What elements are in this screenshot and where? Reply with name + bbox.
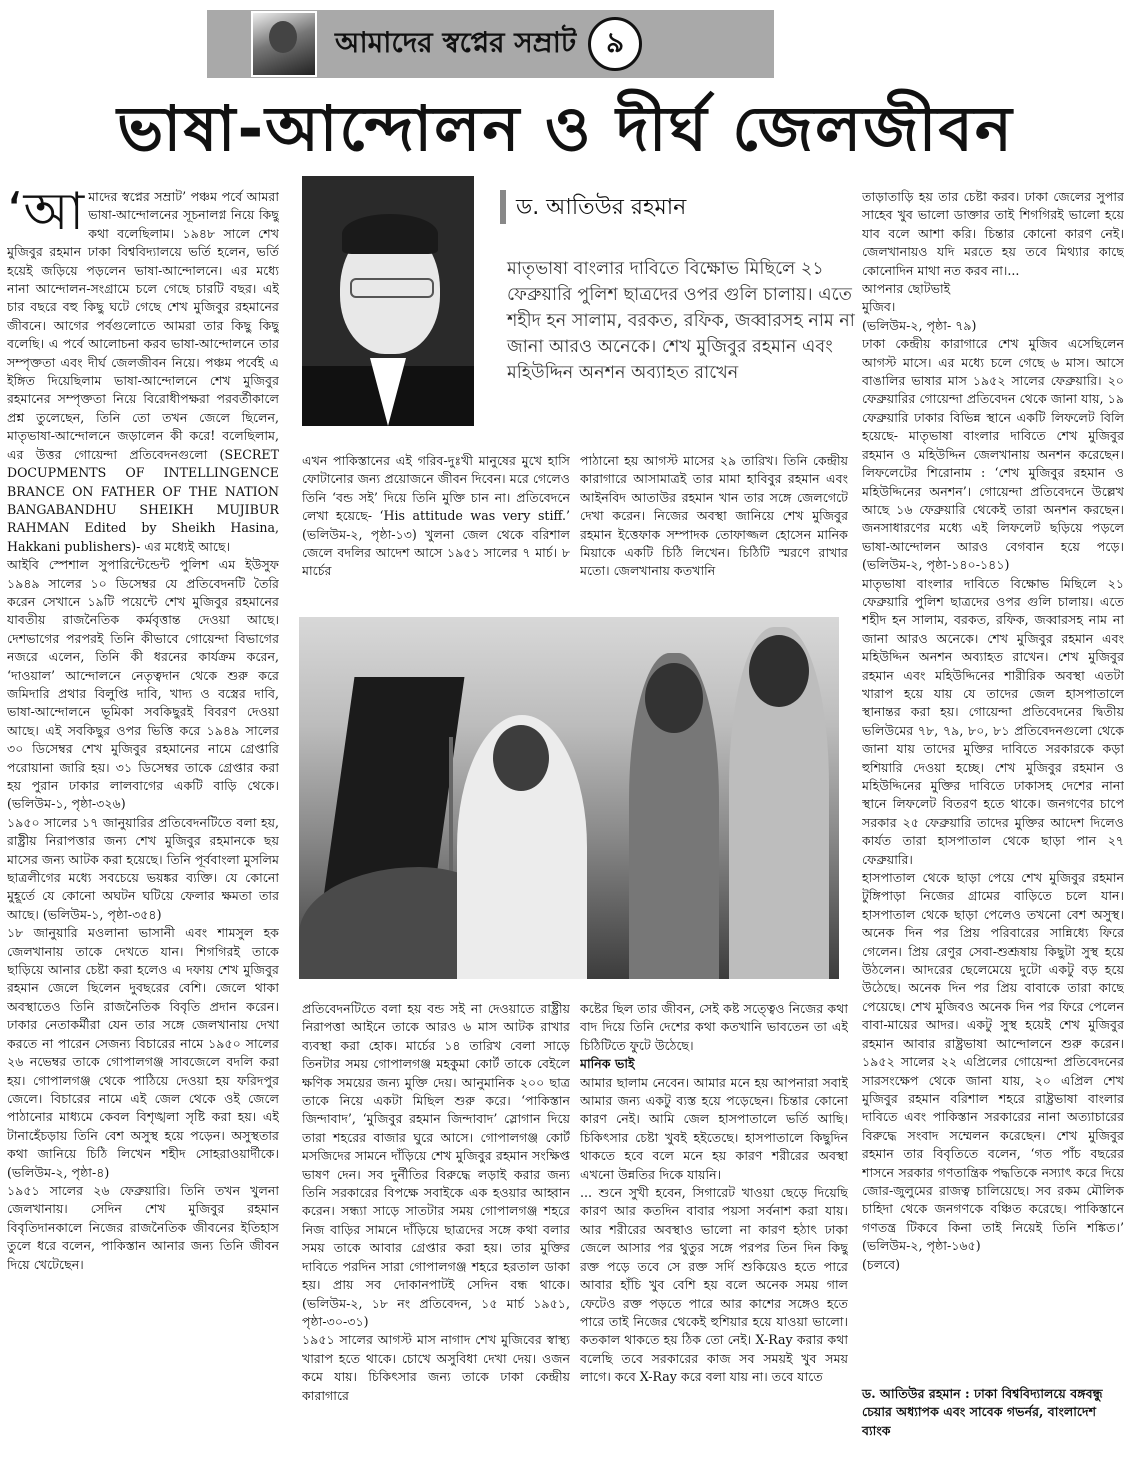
col4-signoff: আপনার ছোটভাই — [862, 281, 951, 297]
col1-para-5: ১৯৫১ সালের ২৬ ফেব্রুয়ারি। তিনি তখন খুলনা জেলখানায়। সেদিন শেখ মুজিবুর রহমান বিবৃতিদানকালে নিজের রাজনৈতিক জীবনের ইতিহাস তুলে ধরে বলেন, পাকিস্তান আনার জন্য তিনি জীবন দিয়ে খেটেছেন। — [7, 1182, 279, 1272]
col4-para-2: ঢাকা কেন্দ্রীয় কারাগারে শেখ মুজিব এসেছিলেন আগস্ট মাসে। এর মধ্যে চলে গেছে ৬ মাস। আসে বাঙালির ভাষার মাস ১৯৫২ সালের ফেব্রুয়ারি। ২০ ফেব্রুয়ারির গোয়েন্দা প্রতিবেদন থেকে জানা যায়, ১৯ ফেব্রুয়ারি ঢাকার বিভিন্ন স্থানে একটি লিফলেট বিলি হয়েছে- মাতৃভাষা বাংলার দাবিতে শেখ মুজিবুর রহমান ও মহিউদ্দিন জেলখানায় অনশন করেছেন। লিফলেটের শিরোনাম : ‘শেখ মুজিবুর রহমান ও মহিউদ্দিনের অনশন’। গোয়েন্দা প্রতিবেদনে উল্লেখ আছে ১৬ ফেব্রুয়ারি থেকেই তারা অনশন করছেন। জনসাধারণের মধ্যে এই লিফলেট ছড়িয়ে পড়লে ভাষা-আন্দোলন আরও বেগবান হয়ে পড়ে। (ভলিউম-২, পৃষ্ঠা-১৪০-১৪১) — [862, 336, 1124, 573]
letter-salutation: মানিক ভাই — [580, 1056, 635, 1072]
historic-photo — [299, 617, 839, 979]
author-note-name: ড. আতিউর রহমান : — [862, 1386, 970, 1401]
col1-para-1: মাদের স্বপ্নের সম্রাট’ পঞ্চম পর্বে আমরা ভাষা-আন্দোলনের সূচনালগ্ন নিয়ে কিছু কথা বলেছিলাম। ১৯৪৮ সালে শেখ মুজিবুর রহমান ঢাকা বিশ্ববিদ্যালয়ে ভর্তি হলেন, ভর্তি হয়েই জড়িয়ে পড়লেন ভাষা-আন্দোলনে। এর মধ্যে নানা আন্দোলন-সংগ্রামে চলে গেছে চারটি বছর। এই চার বছরে বহু কিছু ঘটে গেছে শেখ মুজিবুর রহমানের জীবনে। আগের পর্বগুলোতে আমরা তার কিছু কিছু বলেছি। এ পর্বে আলোচনা করব ভাষা-আন্দোলনে তার সম্পৃক্ততা এবং দীর্ঘ জেলজীবন নিয়ে। পঞ্চম পর্বেই এ ইঙ্গিত দিয়েছিলাম ভাষা-আন্দোলনে শেখ মুজিবুর রহমানের সম্পৃক্ততা নিয়ে বিরোধীপক্ষরা পরবর্তীকালে প্রশ্ন তুলেছেন, তিনি তো তখন জেলে ছিলেন, মাতৃভাষা-আন্দোলনে জড়ালেন কী করে! বলেছিলাম, এর উত্তর গোয়েন্দা প্রতিবেদনগুলো (SECRET DOCUPMENTS OF INTELLINGENCE BRANCE ON FATHER OF THE NATION BANGABANDHU SHEIKH MUJIBUR RAHMAN Edited by Sheikh Hasina, Hakkani publishers)- এর মধ্যেই আছে। — [7, 189, 279, 554]
column-4 — [862, 188, 1124, 1378]
column-1 — [7, 188, 279, 1460]
column-2-top — [302, 452, 570, 614]
col1-para-4: ১৮ জানুয়ারি মওলানা ভাসানী এবং শামসুল হক জেলখানায় তাকে দেখতে যান। শিগগিরই তাকে ছাড়িয়ে আনার চেষ্টা করা হলেও এ দফায় শেখ মুজিবুর রহমান জেলে ছিলেন দুবছরের বেশি। জেলে থাকা অবস্থাতেও তিনি রাজনৈতিক বিবৃতি প্রদান করেন। ঢাকার নেতাকর্মীরা যেন তার সঙ্গে জেলখানায় দেখা করতে না পারেন সেজন্য বিচারের নামে ১৯৫০ সালের ২৬ নভেম্বর তাকে গোপালগঞ্জ সাবজেলে বদলি করা হয়। গোপালগঞ্জ থেকে পাঠিয়ে দেওয়া হয় ফরিদপুর জেলে। বিচারের নামে এই জেল থেকে ওই জেলে পাঠানোর মাধ্যমে কেবল বিশৃঙ্খলা সৃষ্টি করা হয়। এই টানাহেঁচড়ায় তিনি বেশ অসুস্থ হয়ে পড়েন। অসুস্থতার কথা জানিয়ে চিঠি লিখেন শহীদ সোহরাওয়ার্দীকে। (ভলিউম-২, পৃষ্ঠা-৪) — [7, 925, 279, 1180]
dropcap: ‘আ — [7, 188, 85, 242]
series-title: আমাদের স্বপ্নের সম্রাট — [335, 25, 577, 59]
column-3-top — [580, 452, 848, 614]
col4-para-4: হাসপাতাল থেকে ছাড়া পেয়ে শেখ মুজিবুর রহমান টুঙ্গিপাড়া নিজের গ্রামের বাড়িতে চলে যান। হাসপাতাল থেকে ছাড়া পেলেও তখনো বেশ অসুস্থ। অনেক দিন পর প্রিয় পরিবারের সান্নিধ্যে ফিরে গেলেন। প্রিয় রেণুর সেবা-শুশ্রূষায় কিছুটা সুস্থ হয়ে উঠলেন। আদরের ছেলেমেয়ে দুটো একটু বড় হয়ে উঠেছে। অনেক দিন পর প্রিয় বাবাকে তারা কাছে পেয়েছে। শেখ মুজিবও অনেক দিন পর ফিরে পেলেন বাবা-মায়ের আদর। একটু সুস্থ হয়েই শেখ মুজিবুর রহমান আবার রাষ্ট্রভাষা আন্দোলনে শুরু করেন। ১৯৫২ সালের ২২ এপ্রিলের গোয়েন্দা প্রতিবেদনের সারসংক্ষেপ থেকে জানা যায়, ২০ এপ্রিল শেখ মুজিবুর রহমান বরিশাল শহরে রাষ্ট্রভাষা বাংলার দাবিতে এবং পাকিস্তান সরকারের নানা অত্যাচারের বিরুদ্ধে সংবাদ সম্মেলন করেছেন। শেখ মুজিবুর রহমান তার বিবৃতিতে বলেন, ‘গত পাঁচ বছরের শাসনে সরকার গণতান্ত্রিক পদ্ধতিকে নস্যাৎ করে দিয়ে জোর-জুলুমের রাজত্ব চালিয়েছে। সব রকম মৌলিক চাহিদা থেকে জনগণকে বঞ্চিত করেছে। পাকিস্তানে গণতন্ত্র টিকবে কিনা তাই নিয়েই তিনি শঙ্কিত।’ (ভলিউম-২, পৃষ্ঠা-১৬৫) — [862, 870, 1124, 1254]
pull-quote: মাতৃভাষা বাংলার দাবিতে বিক্ষোভ মিছিলে ২১ ফেব্রুয়ারি পুলিশ ছাত্রদের ওপর গুলি চালায়। এতে শহীদ হন সালাম, বরকত, রফিক, জব্বারসহ নাম না জানা আরও অনেকে। শেখ মুজিবুর রহমান এবং মহিউদ্দিন অনশন অব্যাহত রাখেন — [507, 259, 855, 383]
bangabandhu-portrait — [251, 11, 317, 77]
col2a-text: এখন পাকিস্তানের এই গরিব-দুঃখী মানুষের মুখে হাসি ফোটানোর জন্য প্রয়োজনে জীবন দিবেন। মরে গেলেও তিনি ‘বন্ড সই’ দিয়ে তিনি মুক্তি চান না। প্রতিবেদনে লেখা হয়েছে- ‘His attitude was very stiff.’ (ভলিউম-২, পৃষ্ঠা-১৩) খুলনা জেল থেকে বরিশাল জেলে বদলির আদেশ আসে ১৯৫১ সালের ৭ মার্চ। ৮ মার্চের — [302, 453, 570, 579]
byline-bar — [500, 190, 506, 224]
series-banner — [207, 10, 774, 78]
col4-para-1: তাড়াতাড়ি হয় তার চেষ্টা করব। ঢাকা জেলের সুপার সাহেব খুব ভালো ডাক্তার তাই শিগগিরই ভালো হয়ে যাব বলে আশা করি। চিন্তার কোনো কারণ নেই। জেলখানায়ও যদি মরতে হয় তবে মিথ্যার কাছে কোনোদিন মাথা নত করব না।... — [862, 189, 1124, 278]
column-2-bottom — [302, 1000, 570, 1460]
col4-signature: মুজিব। — [862, 299, 896, 315]
col2b-para-2: ১৯৫১ সালের আগস্ট মাস নাগাদ শেখ মুজিবের স্বাস্থ্য খারাপ হতে থাকে। চোখে অসুবিধা দেখা দেয়। ওজন কমে যায়। চিকিৎসার জন্য তাকে ঢাকা কেন্দ্রীয় কারাগারে — [302, 1332, 570, 1403]
episode-number: ৯ — [588, 17, 642, 71]
to-be-continued: (চলবে) — [862, 1256, 901, 1272]
author-note-text: ঢাকা বিশ্ববিদ্যালয়ে বঙ্গবন্ধু চেয়ার অধ্যাপক এবং সাবেক গভর্নর, বাংলাদেশ ব্যাংক — [862, 1386, 1103, 1438]
author-photo — [302, 176, 474, 426]
byline: ড. আতিউর রহমান — [516, 195, 687, 220]
column-3-bottom — [580, 1000, 848, 1460]
col1-para-2: আইবি স্পেশাল সুপারিন্টেন্ডেন্ট পুলিশ এম ইউসুফ ১৯৪৯ সালের ১০ ডিসেম্বর যে প্রতিবেদনটি তৈরি করেন সেখানে ১৯টি পয়েন্টে শেখ মুজিবুর রহমানের যাবতীয় রাজনৈতিক কর্মবৃত্তান্ত দেওয়া আছে। দেশভাগের পরপরই তিনি কীভাবে গোয়েন্দা বিভাগের নজরে এলেন, তিনি কী ধরনের কার্যক্রম করেন, ‘দাওয়াল’ আন্দোলনে নেতৃত্বদান থেকে শুরু করে জমিদারি প্রথার বিলুপ্তি দাবি, খাদ্য ও বস্ত্রের দাবি, ভাষা-আন্দোলনে ভূমিকা সবকিছুরই বিবরণ দেওয়া আছে। এই সবকিছুর ওপর ভিত্তি করে ১৯৪৯ সালের ৩০ ডিসেম্বর শেখ মুজিবুর রহমানের নামে গ্রেপ্তারি পরোয়ানা জারি হয়। ৩১ ডিসেম্বর তাকে গ্রেপ্তার করা হয় পুরান ঢাকার লালবাগের একটি বাড়ি থেকে। (ভলিউম-১, পৃষ্ঠা-৩২৬) — [7, 557, 279, 812]
col4-citation: (ভলিউম-২, পৃষ্ঠা- ৭৯) — [862, 317, 977, 333]
headline: ভাষা-আন্দোলন ও দীর্ঘ জেলজীবন — [117, 92, 1014, 165]
col3b-para-1: কষ্টের ছিল তার জীবন, সেই কষ্ট সত্ত্বেও নিজের কথা বাদ দিয়ে তিনি দেশের কথা কতখানি ভাবতেন তা এই চিঠিটিতে ফুটে উঠেছে। — [580, 1001, 848, 1053]
col3a-text: পাঠানো হয় আগস্ট মাসের ২৯ তারিখ। তিনি কেন্দ্রীয় কারাগারে আসামাত্রই তার মামা হাবিবুর রহমান এবং আইনবিদ আতাউর রহমান খান তার সঙ্গে জেলগেটে দেখা করেন। নিজের অবস্থা জানিয়ে শেখ মুজিবুর রহমান ইত্তেফাক সম্পাদক তোফাজ্জল হোসেন মানিক মিয়াকে একটি চিঠি লিখেন। চিঠিটি স্মরণে রাখার মতো। জেলখানায় কতখানি — [580, 453, 848, 579]
col4-para-3: মাতৃভাষা বাংলার দাবিতে বিক্ষোভ মিছিলে ২১ ফেব্রুয়ারি পুলিশ ছাত্রদের ওপর গুলি চালায়। এতে শহীদ হন সালাম, বরকত, রফিক, জব্বারসহ নাম না জানা আরও অনেকে। শেখ মুজিবুর রহমান এবং মহিউদ্দিন অনশন অব্যাহত রাখেন। শেখ মুজিবুর রহমান এবং মহিউদ্দিনের শারীরিক অবস্থা এতটা খারাপ হয়ে যায় যে তাদের জেল হাসপাতালে স্থানান্তর করা হয়। গোয়েন্দা প্রতিবেদনের দ্বিতীয় ভলিউমের ৭৮, ৭৯, ৮০, ৮১ প্রতিবেদনগুলো থেকে জানা যায় তাদের মুক্তির দাবিতে সরকারকে কড়া হুশিয়ারি দেওয়া হচ্ছে। শেখ মুজিবুর রহমান ও মহিউদ্দিনের মুক্তির দাবিতে ঢাকাসহ দেশের নানা স্থানে লিফলেট বিতরণ হতে থাকে। জনগণের চাপে সরকার ২৫ ফেব্রুয়ারি তাদের মুক্তির আদেশ দিলেও কার্যত তারা হাসপাতাল থেকে ছাড়া পান ২৭ ফেব্রুয়ারি। — [862, 575, 1124, 867]
col3b-para-3: ... শুনে সুখী হবেন, সিগারেট খাওয়া ছেড়ে দিয়েছি কারণ আর কতদিন বাবার পয়সা সর্বনাশ করা যায়। আর শরীরের অবস্থাও ভালো না কারণ হঠাৎ ঢাকা জেলে আসার পর থুতুর সঙ্গে পরপর তিন দিন কিছু রক্ত পড়ে তবে সে রক্ত সর্দি শুকিয়েও হতে পারে আবার হাঁচি খুব বেশি হয় বলে অনেক সময় গাল ফেটেও রক্ত পড়তে পারে আর কাশের সঙ্গেও হতে পারে তাই নিজের থেকেই হুশিয়ার হয়ে যাওয়া ভালো। কতকাল থাকতে হয় ঠিক তো নেই। X-Ray করার কথা বলেছি তবে সরকারের কাজ সব সময়ই খুব সময় লাগে। কবে X-Ray করে বলা যায় না। তবে যাতে — [580, 1185, 848, 1385]
col2b-para-1: প্রতিবেদনটিতে বলা হয় বন্ড সই না দেওয়াতে রাষ্ট্রীয় নিরাপত্তা আইনে তাকে আরও ৬ মাস আটক রাখার ব্যবস্থা করা হোক। মার্চের ১৪ তারিখ বেলা সাড়ে তিনটার সময় গোপালগঞ্জ মহকুমা কোর্ট তাকে বেইলে ক্ষণিক সময়ের জন্য মুক্তি দেয়। আনুমানিক ২০০ ছাত্র তাকে নিয়ে একটা মিছিল শুরু করে। ‘পাকিস্তান জিন্দাবাদ’, ‘মুজিবুর রহমান জিন্দাবাদ’ স্লোগান দিয়ে তারা শহরের বাজার ঘুরে আসে। গোপালগঞ্জ কোর্ট মসজিদের সামনে দাঁড়িয়ে শেখ মুজিবুর রহমান সংক্ষিপ্ত ভাষণ দেন। সব দুর্নীতির বিরুদ্ধে লড়াই করার জন্য তিনি সরকারের বিপক্ষে সবাইকে এক হওয়ার আহ্বান করেন। সন্ধ্যা সাড়ে সাতটার সময় গোপালগঞ্জ শহরে নিজ বাড়ির সামনে দাঁড়িয়ে ছাত্রদের সঙ্গে কথা বলার সময় তাকে আবার গ্রেপ্তার করা হয়। তার মুক্তির দাবিতে পরদিন সারা গোপালগঞ্জ শহরে হরতাল ডাকা হয়। প্রায় সব দোকানপাটই সেদিন বন্ধ থাকে। (ভলিউম-২, ১৮ নং প্রতিবেদন, ১৫ মার্চ ১৯৫১, পৃষ্ঠা-৩০-৩১) — [302, 1001, 570, 1329]
author-note — [862, 1385, 1124, 1440]
col3b-para-2: আমার ছালাম নেবেন। আমার মনে হয় আপনারা সবাই আমার জন্য একটু ব্যস্ত হয়ে পড়েছেন। চিন্তার কোনো কারণ নেই। আমি জেল হাসপাতালে ভর্তি আছি। চিকিৎসার চেষ্টা খুবই হইতেছে। হাসপাতালে কিছুদিন থাকতে হবে বলে মনে হয় কারণ শরীরের অবস্থা এখনো উন্নতির দিকে যায়নি। — [580, 1074, 848, 1182]
col1-para-3: ১৯৫০ সালের ১৭ জানুয়ারির প্রতিবেদনটিতে বলা হয়, রাষ্ট্রীয় নিরাপত্তার জন্য শেখ মুজিবুর রহমানকে ছয় মাসের জন্য আটক করা হয়েছে। তিনি পূর্ববাংলা মুসলিম ছাত্রলীগের মধ্যে সবচেয়ে ভয়ঙ্কর ব্যক্তি। যে কোনো মুহূর্তে যে কোনো অঘটন ঘটিয়ে ফেলার ক্ষমতা তার আছে। (ভলিউম-১, পৃষ্ঠা-৩৫৪) — [7, 814, 279, 922]
